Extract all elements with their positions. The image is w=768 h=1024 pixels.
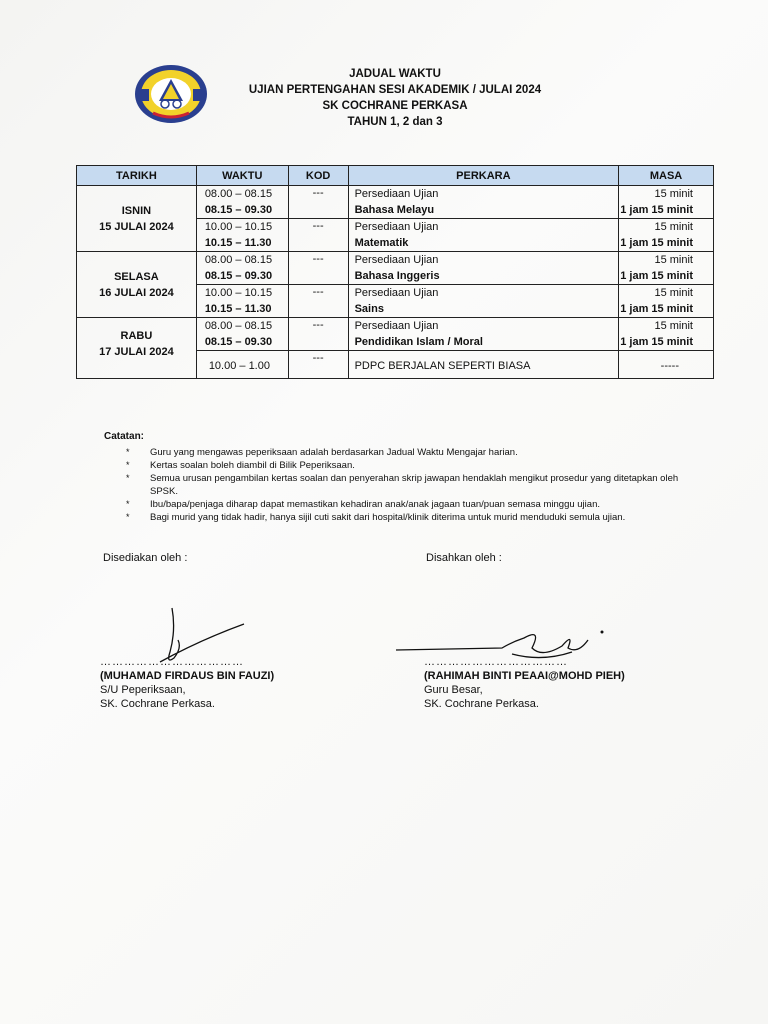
kod-value: ---: [312, 220, 324, 232]
note-text: Kertas soalan boleh diambil di Bilik Peperiksaan.: [150, 460, 355, 471]
signer-school: SK. Cochrane Perkasa.: [424, 698, 539, 710]
school-logo: [133, 63, 209, 125]
bullet-icon: *: [126, 473, 130, 483]
kod-cell: [288, 186, 348, 219]
perkara-subject: Bahasa Inggeris: [354, 270, 440, 282]
day-name: SELASA: [114, 270, 159, 283]
signer-role: Guru Besar,: [424, 684, 483, 696]
kod-value: ---: [312, 319, 324, 331]
header-exam: UJIAN PERTENGAHAN SESI AKADEMIK / JULAI 2024: [248, 84, 542, 96]
perkara-prep: Persediaan Ujian: [354, 287, 439, 299]
day-name: RABU: [120, 330, 153, 342]
date-cell: [77, 318, 197, 379]
col-perkara: PERKARA: [348, 166, 619, 186]
signer-role: S/U Peperiksaan,: [100, 684, 186, 696]
list-item: [104, 446, 684, 459]
col-waktu: WAKTU: [196, 166, 288, 186]
time-cell: [196, 219, 288, 252]
kod-value: ---: [312, 286, 324, 298]
signature-line: ………………………………: [100, 656, 244, 668]
list-item: [104, 472, 684, 498]
signature-right-block: [424, 655, 625, 711]
kod-cell: [288, 219, 348, 252]
masa-cell: [619, 186, 714, 219]
time-exam: 08.15 – 09.30: [204, 204, 273, 216]
masa-exam: 1 jam 15 minit: [620, 303, 693, 315]
note-text: Bagi murid yang tidak hadir, hanya sijil cuti sakit dari hospital/klinik diterima untuk murid menduduki semula ujian.: [150, 512, 626, 523]
perkara-prep: Persediaan Ujian: [354, 188, 439, 200]
kod-value: ---: [312, 253, 324, 265]
perkara-prep: Persediaan Ujian: [354, 254, 439, 266]
masa-cell: [619, 318, 714, 351]
bullet-icon: *: [126, 499, 130, 509]
exam-schedule-table: [76, 165, 714, 379]
time-prep: 08.00 – 08.15: [204, 188, 273, 200]
note-text: Ibu/bapa/penjaga diharap dapat memastikan kehadiran anak/anak jagaan tuan/puan semasa minggu ujian.: [150, 499, 600, 510]
masa-exam: 1 jam 15 minit: [620, 237, 693, 249]
time-prep: 08.00 – 08.15: [204, 320, 273, 332]
perkara-subject: Sains: [354, 303, 384, 315]
masa-exam: 1 jam 15 minit: [620, 204, 693, 216]
masa-prep: 15 minit: [654, 320, 693, 332]
prepared-by-label: Disediakan oleh :: [103, 552, 188, 564]
masa-prep: 15 minit: [654, 221, 693, 233]
time-cell: [196, 252, 288, 285]
perkara-cell: [348, 252, 619, 285]
perkara-subject: Matematik: [354, 237, 409, 249]
time-prep: 10.00 – 10.15: [204, 287, 273, 299]
kod-value: ---: [312, 352, 324, 364]
masa-cell: [619, 219, 714, 252]
masa-cell: [619, 252, 714, 285]
masa-exam: 1 jam 15 minit: [620, 270, 693, 282]
perkara-subject: Bahasa Melayu: [354, 204, 435, 216]
time-cell: [196, 285, 288, 318]
signer-school: SK. Cochrane Perkasa.: [100, 698, 215, 710]
masa-other: -----: [660, 360, 679, 372]
masa-cell: [619, 285, 714, 318]
kod-cell: [288, 252, 348, 285]
day-name: ISNIN: [121, 204, 152, 217]
col-tarikh: TARIKH: [77, 166, 197, 186]
time-other: 10.00 – 1.00: [208, 360, 270, 372]
perkara-prep: Persediaan Ujian: [354, 221, 439, 233]
masa-exam: 1 jam 15 minit: [620, 336, 693, 348]
day-date: 15 JULAI 2024: [99, 220, 174, 233]
document-header: [230, 66, 560, 130]
signer-name: (RAHIMAH BINTI PEAAI@MOHD PIEH): [424, 670, 625, 682]
day-date: 16 JULAI 2024: [99, 286, 174, 299]
table-row: [77, 252, 714, 285]
signature-left-block: [100, 655, 274, 711]
approved-by-label: Disahkan oleh :: [426, 552, 502, 564]
time-exam: 08.15 – 09.30: [204, 270, 273, 282]
notes-title: Catatan:: [104, 431, 145, 442]
header-title: JADUAL WAKTU: [349, 68, 441, 80]
time-cell: [196, 351, 288, 379]
kod-value: ---: [312, 187, 324, 199]
perkara-subject: Pendidikan Islam / Moral: [354, 336, 483, 348]
col-masa: MASA: [619, 166, 714, 186]
masa-cell: [619, 351, 714, 379]
signature-line: ………………………………: [424, 656, 568, 668]
time-cell: [196, 186, 288, 219]
time-prep: 10.00 – 10.15: [204, 221, 273, 233]
day-date: 17 JULAI 2024: [99, 346, 174, 358]
note-text: Guru yang mengawas peperiksaan adalah berdasarkan Jadual Waktu Mengajar harian.: [150, 447, 518, 458]
table-row: [77, 318, 714, 351]
date-cell: [77, 252, 197, 318]
masa-prep: 15 minit: [654, 287, 693, 299]
note-text: Semua urusan pengambilan kertas soalan dan penyerahan skrip jawapan hendaklah mengikut prosedur yang ditetapkan oleh SPSK.: [150, 473, 679, 497]
notes-list: [104, 446, 684, 524]
kod-cell: [288, 351, 348, 379]
perkara-other: PDPC BERJALAN SEPERTI BIASA: [354, 360, 531, 372]
time-prep: 08.00 – 08.15: [204, 254, 273, 266]
time-exam: 10.15 – 11.30: [204, 237, 272, 249]
time-exam: 10.15 – 11.30: [204, 303, 272, 315]
kod-cell: [288, 285, 348, 318]
date-cell: [77, 186, 197, 252]
perkara-cell: [348, 219, 619, 252]
signer-name: (MUHAMAD FIRDAUS BIN FAUZI): [100, 670, 275, 682]
list-item: [104, 511, 684, 524]
time-cell: [196, 318, 288, 351]
list-item: [104, 459, 684, 472]
col-kod: KOD: [288, 166, 348, 186]
time-exam: 08.15 – 09.30: [204, 336, 273, 348]
table-header-row: [77, 166, 714, 186]
bullet-icon: *: [126, 512, 130, 522]
header-school: SK COCHRANE PERKASA: [322, 100, 468, 112]
bullet-icon: *: [126, 447, 130, 457]
bullet-icon: *: [126, 460, 130, 470]
table-row: [77, 186, 714, 219]
notes-section: [104, 430, 684, 524]
masa-prep: 15 minit: [654, 188, 693, 200]
masa-prep: 15 minit: [654, 254, 693, 266]
perkara-prep: Persediaan Ujian: [354, 320, 439, 332]
header-year: TAHUN 1, 2 dan 3: [347, 116, 443, 128]
perkara-cell: [348, 351, 619, 379]
perkara-cell: [348, 186, 619, 219]
perkara-cell: [348, 318, 619, 351]
list-item: [104, 498, 684, 511]
kod-cell: [288, 318, 348, 351]
perkara-cell: [348, 285, 619, 318]
